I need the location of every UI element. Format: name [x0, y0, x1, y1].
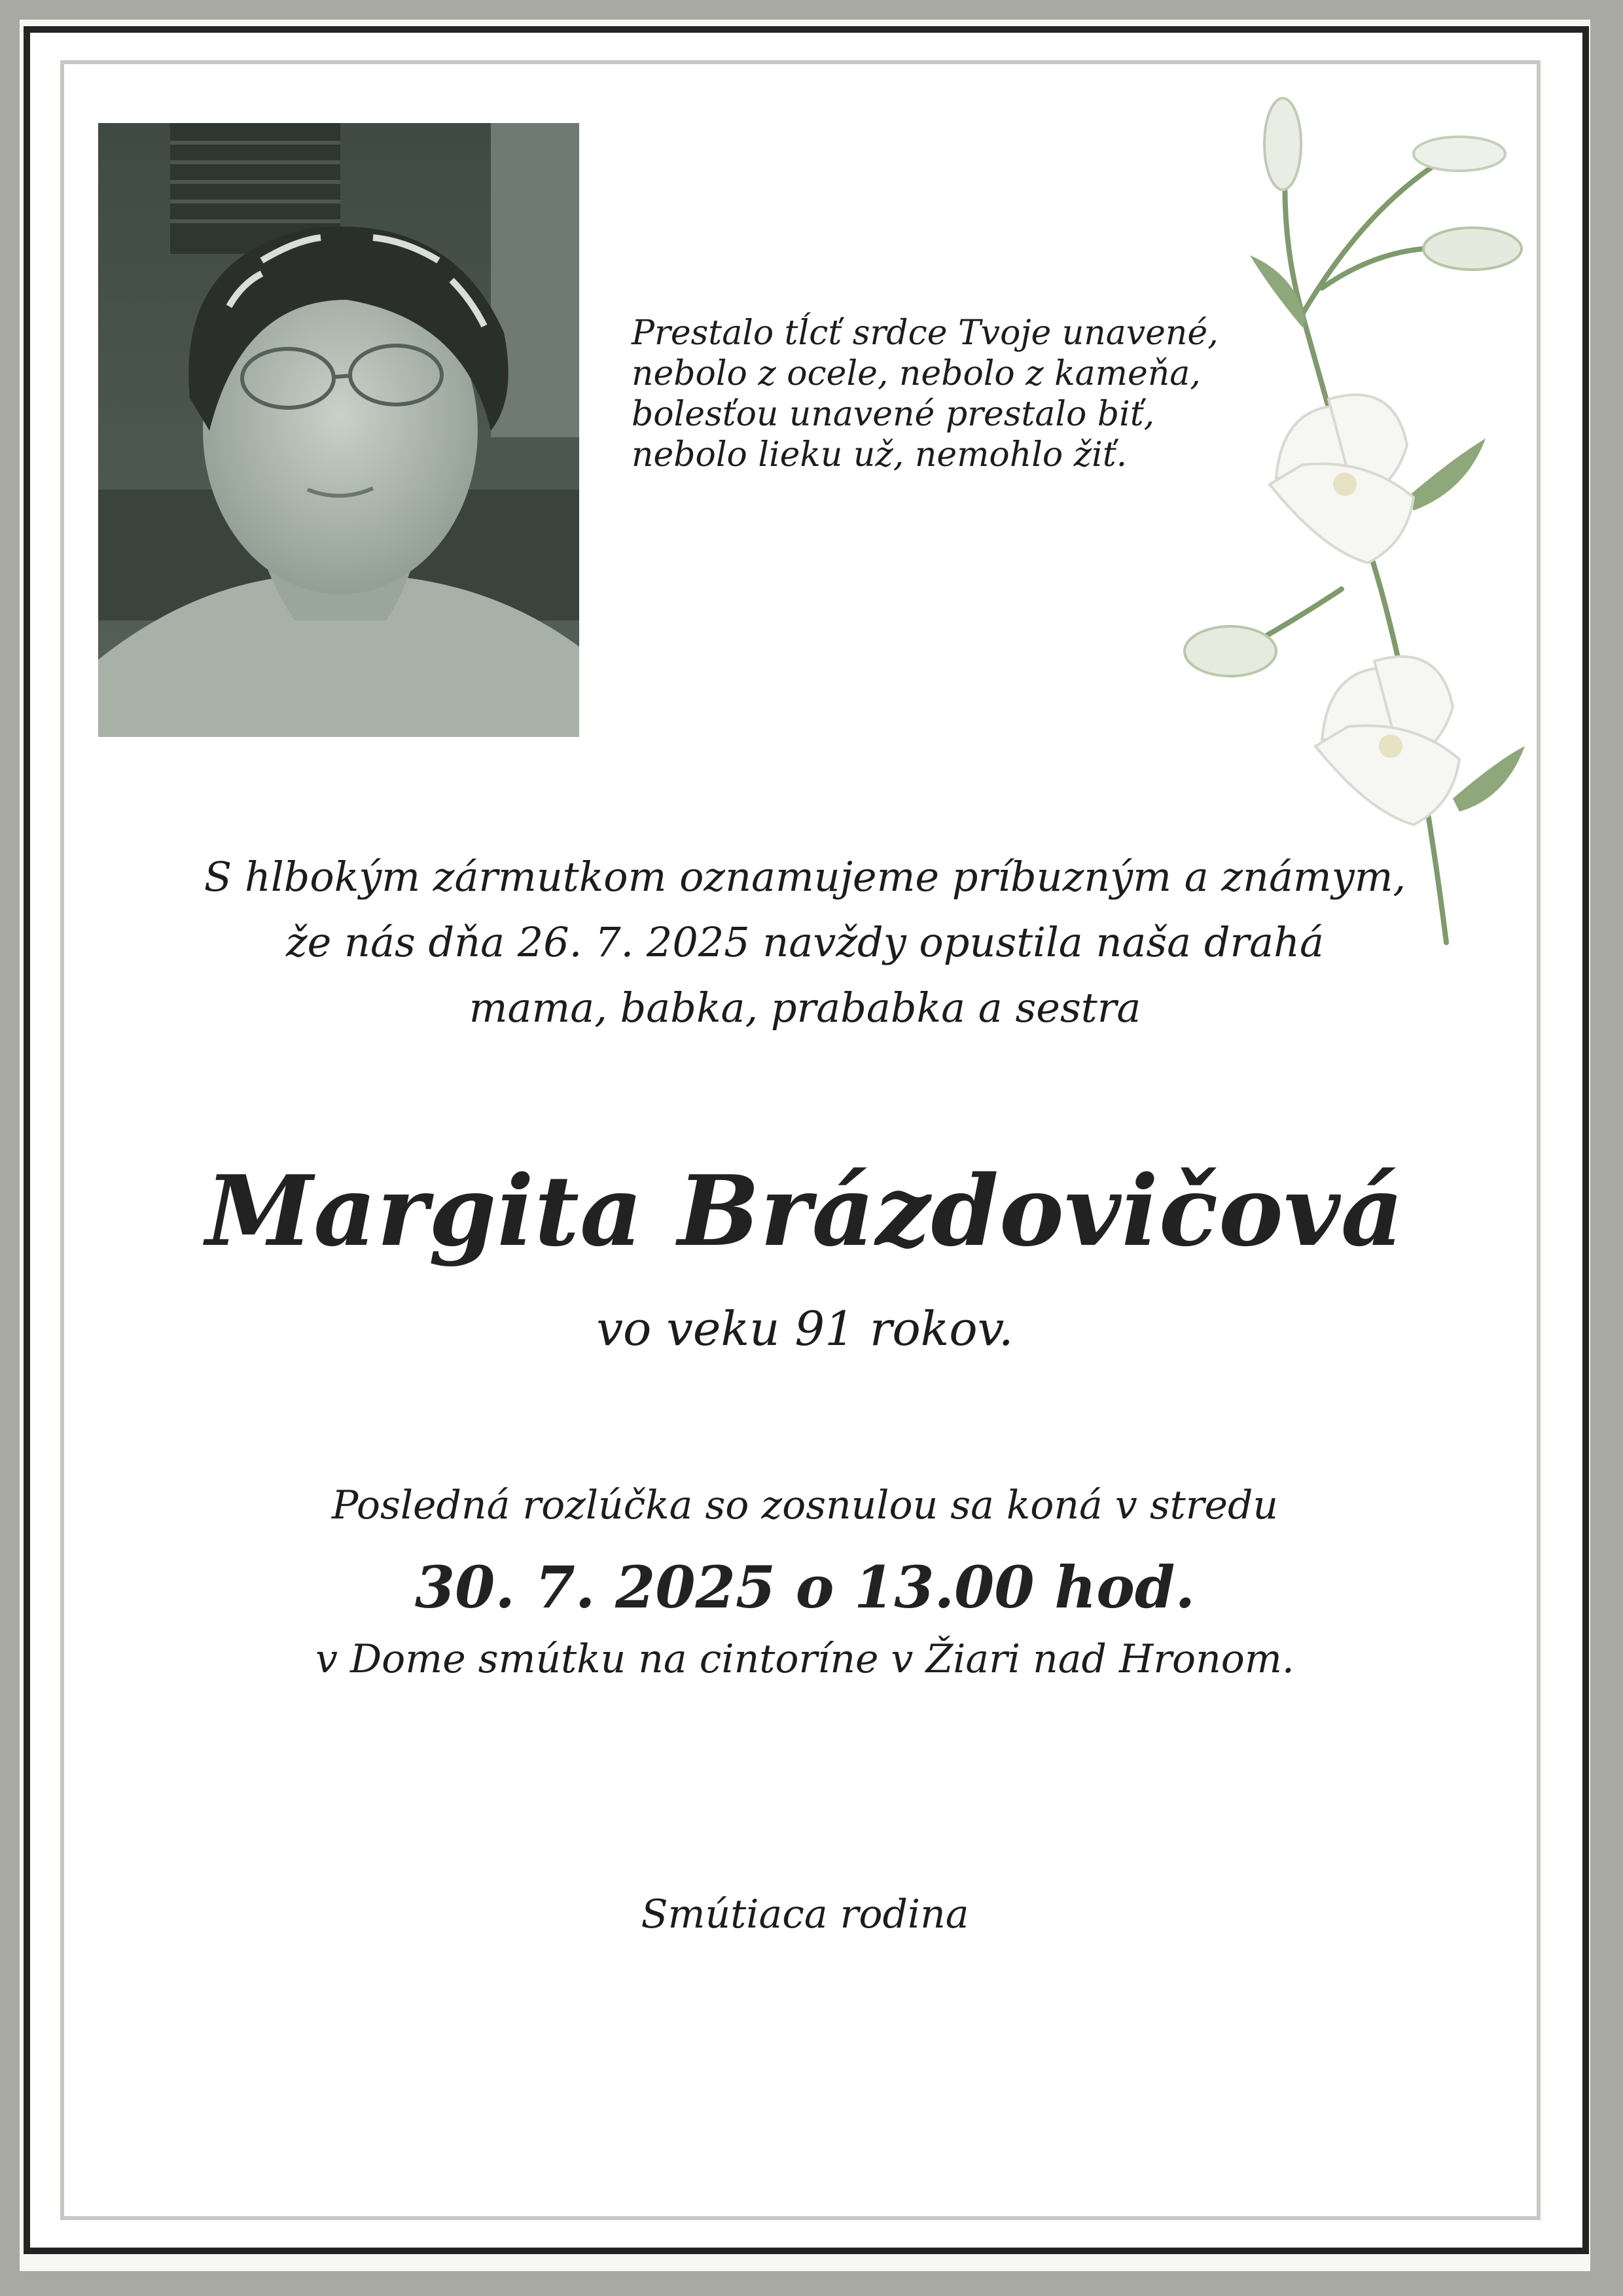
deceased-age: vo veku 91 rokov.	[596, 1301, 1014, 1356]
deceased-name: Margita Brázdovičová	[205, 1154, 1404, 1268]
family-signature: Smútiaca rodina	[641, 1892, 969, 1937]
poem-line: Prestalo tĺcť srdce Tvoje unavené,	[632, 314, 1219, 353]
funeral-venue: v Dome smútku na cintoríne v Žiari nad Hronom.	[315, 1636, 1294, 1682]
memorial-poem	[632, 313, 1221, 475]
announcement-line: mama, babka, prababka a sestra	[469, 984, 1141, 1031]
announcement-line: S hlbokým zármutkom oznamujeme príbuzným a známym,	[204, 853, 1406, 901]
deceased-portrait-photo	[98, 123, 579, 737]
poem-line: bolesťou unavené prestalo biť,	[632, 395, 1155, 434]
poem-line: nebolo z ocele, nebolo z kameňa,	[632, 354, 1201, 393]
poem-line: nebolo lieku už, nemohlo žiť.	[632, 435, 1128, 475]
funeral-datetime: 30. 7. 2025 o 13.00 hod.	[414, 1553, 1196, 1621]
announcement-line: že nás dňa 26. 7. 2025 navždy opustila naša drahá	[285, 918, 1325, 966]
death-announcement	[65, 844, 1544, 1041]
funeral-intro: Posledná rozlúčka so zosnulou sa koná v stredu	[331, 1482, 1279, 1528]
